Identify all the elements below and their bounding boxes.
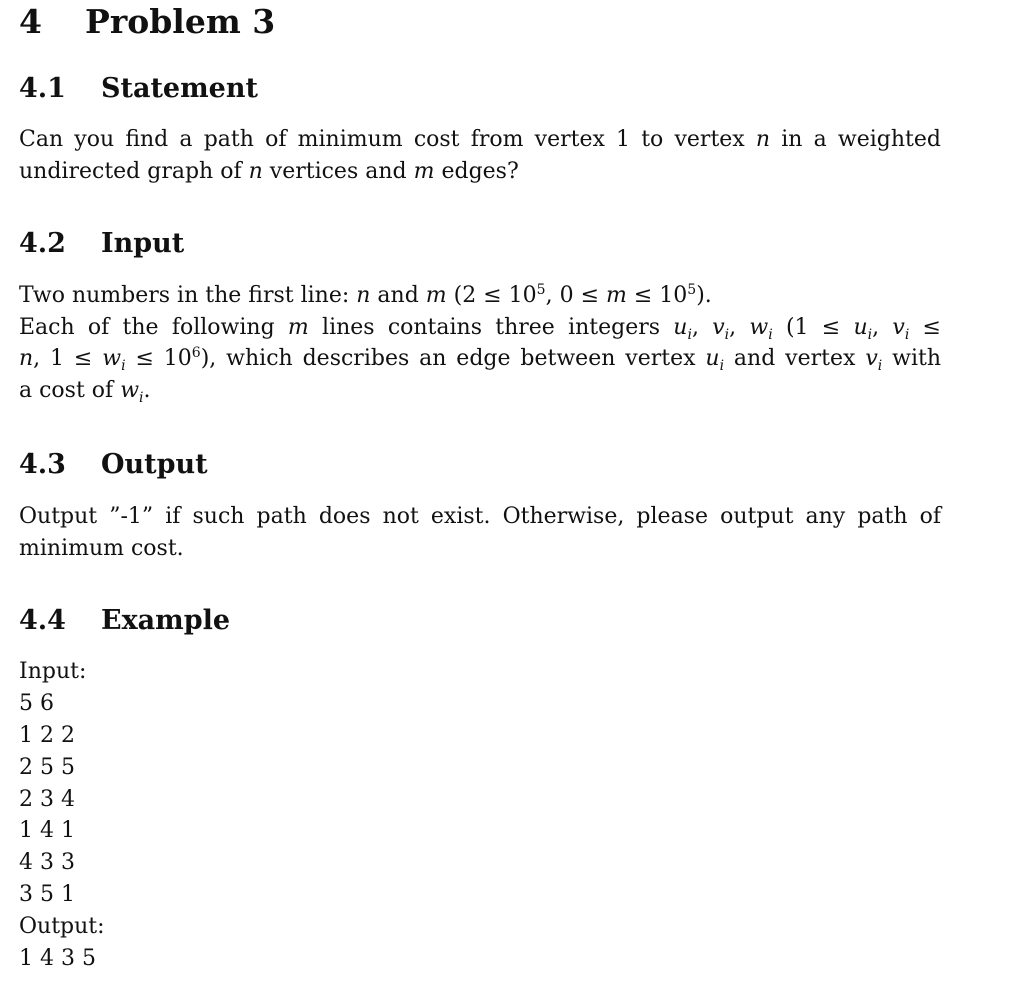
example-input-label: Input: bbox=[19, 659, 87, 684]
input-line-3: n, $1 \le w_i \le 10^6$), which describes an edge between vertex $u_i$ and vertex $v_i$ with bbox=[19, 345, 941, 374]
section-title: Problem 3 bbox=[85, 2, 276, 41]
subsection-number: 4.2 bbox=[19, 228, 66, 259]
example-input-line: 2 3 4 bbox=[19, 786, 75, 812]
subsection-heading-example bbox=[19, 604, 230, 638]
subsection-title: Input bbox=[101, 228, 185, 259]
input-line-1: Two numbers in the first line: n and m ($2 \le 10^5$, $0 \le m \le 10^5$). bbox=[19, 282, 712, 308]
statement-paragraph bbox=[19, 124, 941, 187]
example-input-line: 3 5 1 bbox=[19, 882, 75, 908]
section-heading-problem bbox=[19, 2, 275, 42]
subsection-title: Statement bbox=[101, 73, 258, 104]
output-paragraph bbox=[19, 501, 941, 564]
output-line-2: minimum cost. bbox=[19, 535, 184, 561]
subsection-heading-output bbox=[19, 448, 208, 482]
example-block bbox=[19, 656, 105, 975]
input-line-2: Each of the following m lines contains three integers $u_i$, $v_i$, $w_i$ ($1 \le u_i$, $v_i$ ≤ bbox=[19, 314, 941, 343]
statement-line-1: Can you find a path of minimum cost from vertex 1 to vertex n in a weighted bbox=[19, 127, 941, 152]
example-input-line: 1 2 2 bbox=[19, 722, 75, 748]
subsection-heading-input bbox=[19, 227, 184, 261]
example-input-line: 5 6 bbox=[19, 690, 54, 716]
example-output-line: 1 4 3 5 bbox=[19, 946, 96, 972]
example-output-label: Output: bbox=[19, 914, 105, 940]
subsection-heading-statement bbox=[19, 72, 258, 106]
subsection-title: Example bbox=[101, 605, 231, 636]
input-line-4: a cost of $w_i$. bbox=[19, 377, 151, 406]
subsection-number: 4.3 bbox=[19, 449, 66, 480]
section-number: 4 bbox=[19, 2, 42, 41]
example-input-line: 1 4 1 bbox=[19, 818, 75, 844]
output-line-1: Output ”-1” if such path does not exist. Otherwise, please output any path of bbox=[19, 504, 941, 529]
example-input-line: 2 5 5 bbox=[19, 754, 75, 780]
statement-line-2: undirected graph of n vertices and m edges? bbox=[19, 158, 519, 184]
subsection-number: 4.1 bbox=[19, 73, 66, 104]
example-input-line: 4 3 3 bbox=[19, 850, 75, 876]
input-paragraph bbox=[19, 280, 941, 406]
subsection-title: Output bbox=[101, 449, 208, 480]
subsection-number: 4.4 bbox=[19, 605, 66, 636]
